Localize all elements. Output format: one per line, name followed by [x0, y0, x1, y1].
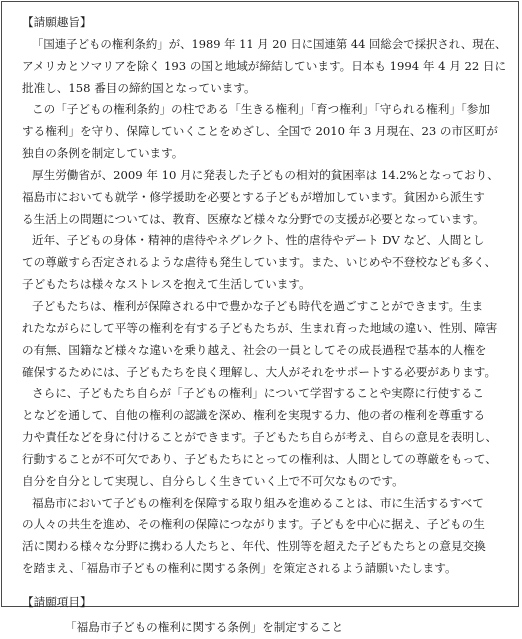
paragraph-line: れたながらにして平等の権利を有する子どもたちが、生まれ育った地域の違い、性別、障害 [22, 320, 498, 335]
paragraph-line: となどを通して、自他の権利の認識を深め、権利を実現する力、他の者の権利を尊重する [22, 408, 486, 423]
document-body [22, 12, 506, 639]
paragraph-line: 子どもたちは様々なストレスを抱えて生活しています。 [22, 277, 311, 292]
section-heading-items: 【請願項目】 [22, 594, 92, 609]
paragraph-line: 批准し、158 番目の締約国となっています。 [22, 80, 256, 95]
paragraph-line: 福島市において子どもの権利を保障する取り組みを進めることは、市に生活するすべて [32, 495, 484, 510]
paragraph-line: この「子どもの権利条約」の柱である「生きる権利」「育つ権利」「守られる権利」「参加 [32, 102, 490, 117]
paragraph-line: 独自の条例を制定しています。 [22, 146, 184, 161]
paragraph-line: を踏まえ、「福島市子どもの権利に関する条例」を策定されるよう請願いたします。 [22, 561, 457, 576]
paragraph-line: 「国連子どもの権利条約」が、1989 年 11 月 20 日に国連第 44 回総会で採択され、現在、 [32, 36, 507, 51]
paragraph-line: 力や責任などを身に付けることができます。子どもたち自らが考え、自らの意見を表明し、 [22, 430, 498, 445]
paragraph-line: 子どもたちは、権利が保障される中で豊かな子ども時代を過ごすことができます。生ま [32, 298, 484, 313]
section-heading-purpose: 【請願趣旨】 [22, 15, 92, 29]
paragraph-line: さらに、子どもたち自らが「子どもの権利」について学習することや実際に行使するこ [32, 386, 484, 401]
paragraph-line: 厚生労働省が、2009 年 10 月に発表した子どもの相対的貧困率は 14.2%となっており、 [32, 167, 499, 182]
paragraph-line: 近年、子どもの身体・精神的虐待やネグレクト、性的虐待やデート DV など、人間とし [32, 233, 485, 248]
paragraph-line: 活に関わる様々な分野に携わる人たちと、年代、性別等を超えた子どもたちとの意見交換 [22, 539, 486, 554]
paragraph-line: 行動することが不可欠であり、子どもたちにとっての権利は、人間としての尊厳をもって、 [22, 451, 497, 466]
paragraph-line: 確保するためには、子どもたちを良く理解し、大人がそれをサポートする必要があります。 [22, 364, 497, 379]
paragraph-line: 自分を自分として実現し、自分らしく生きていく上で不可欠なものです。 [22, 473, 404, 488]
paragraph-line: る生活上の問題については、教育、医療など様々な分野での支援が必要となっています。 [22, 211, 485, 226]
paragraph-line: 福島市においても就学・修学援助を必要とする子どもが増加しています。貧困から派生す [22, 189, 485, 204]
paragraph-line: の人々の共生を進め、その権利の保障につながります。子どもを中心に据え、子どもの生 [22, 517, 485, 532]
petition-item: 「福島市子どもの権利に関する条例」を制定すること [65, 619, 344, 634]
document-frame [1, 1, 519, 634]
paragraph-line: の有無、国籍など様々な違いを乗り越え、社会の一員としてその成長過程で基本的人権を [22, 342, 487, 357]
paragraph-line: アメリカとソマリアを除く 193 の国と地域が締結しています。日本も 1994 年 4 月 22 日に [22, 58, 507, 73]
purpose-paragraphs [22, 34, 506, 580]
paragraph-line: ての尊厳すら否定されるような虐待も発生しています。また、いじめや不登校なども多く、 [22, 255, 497, 270]
paragraph-line: する権利」を守り、保障していくことをめざし、全国で 2010 年 3 月現在、23 の市区町が [22, 124, 498, 139]
